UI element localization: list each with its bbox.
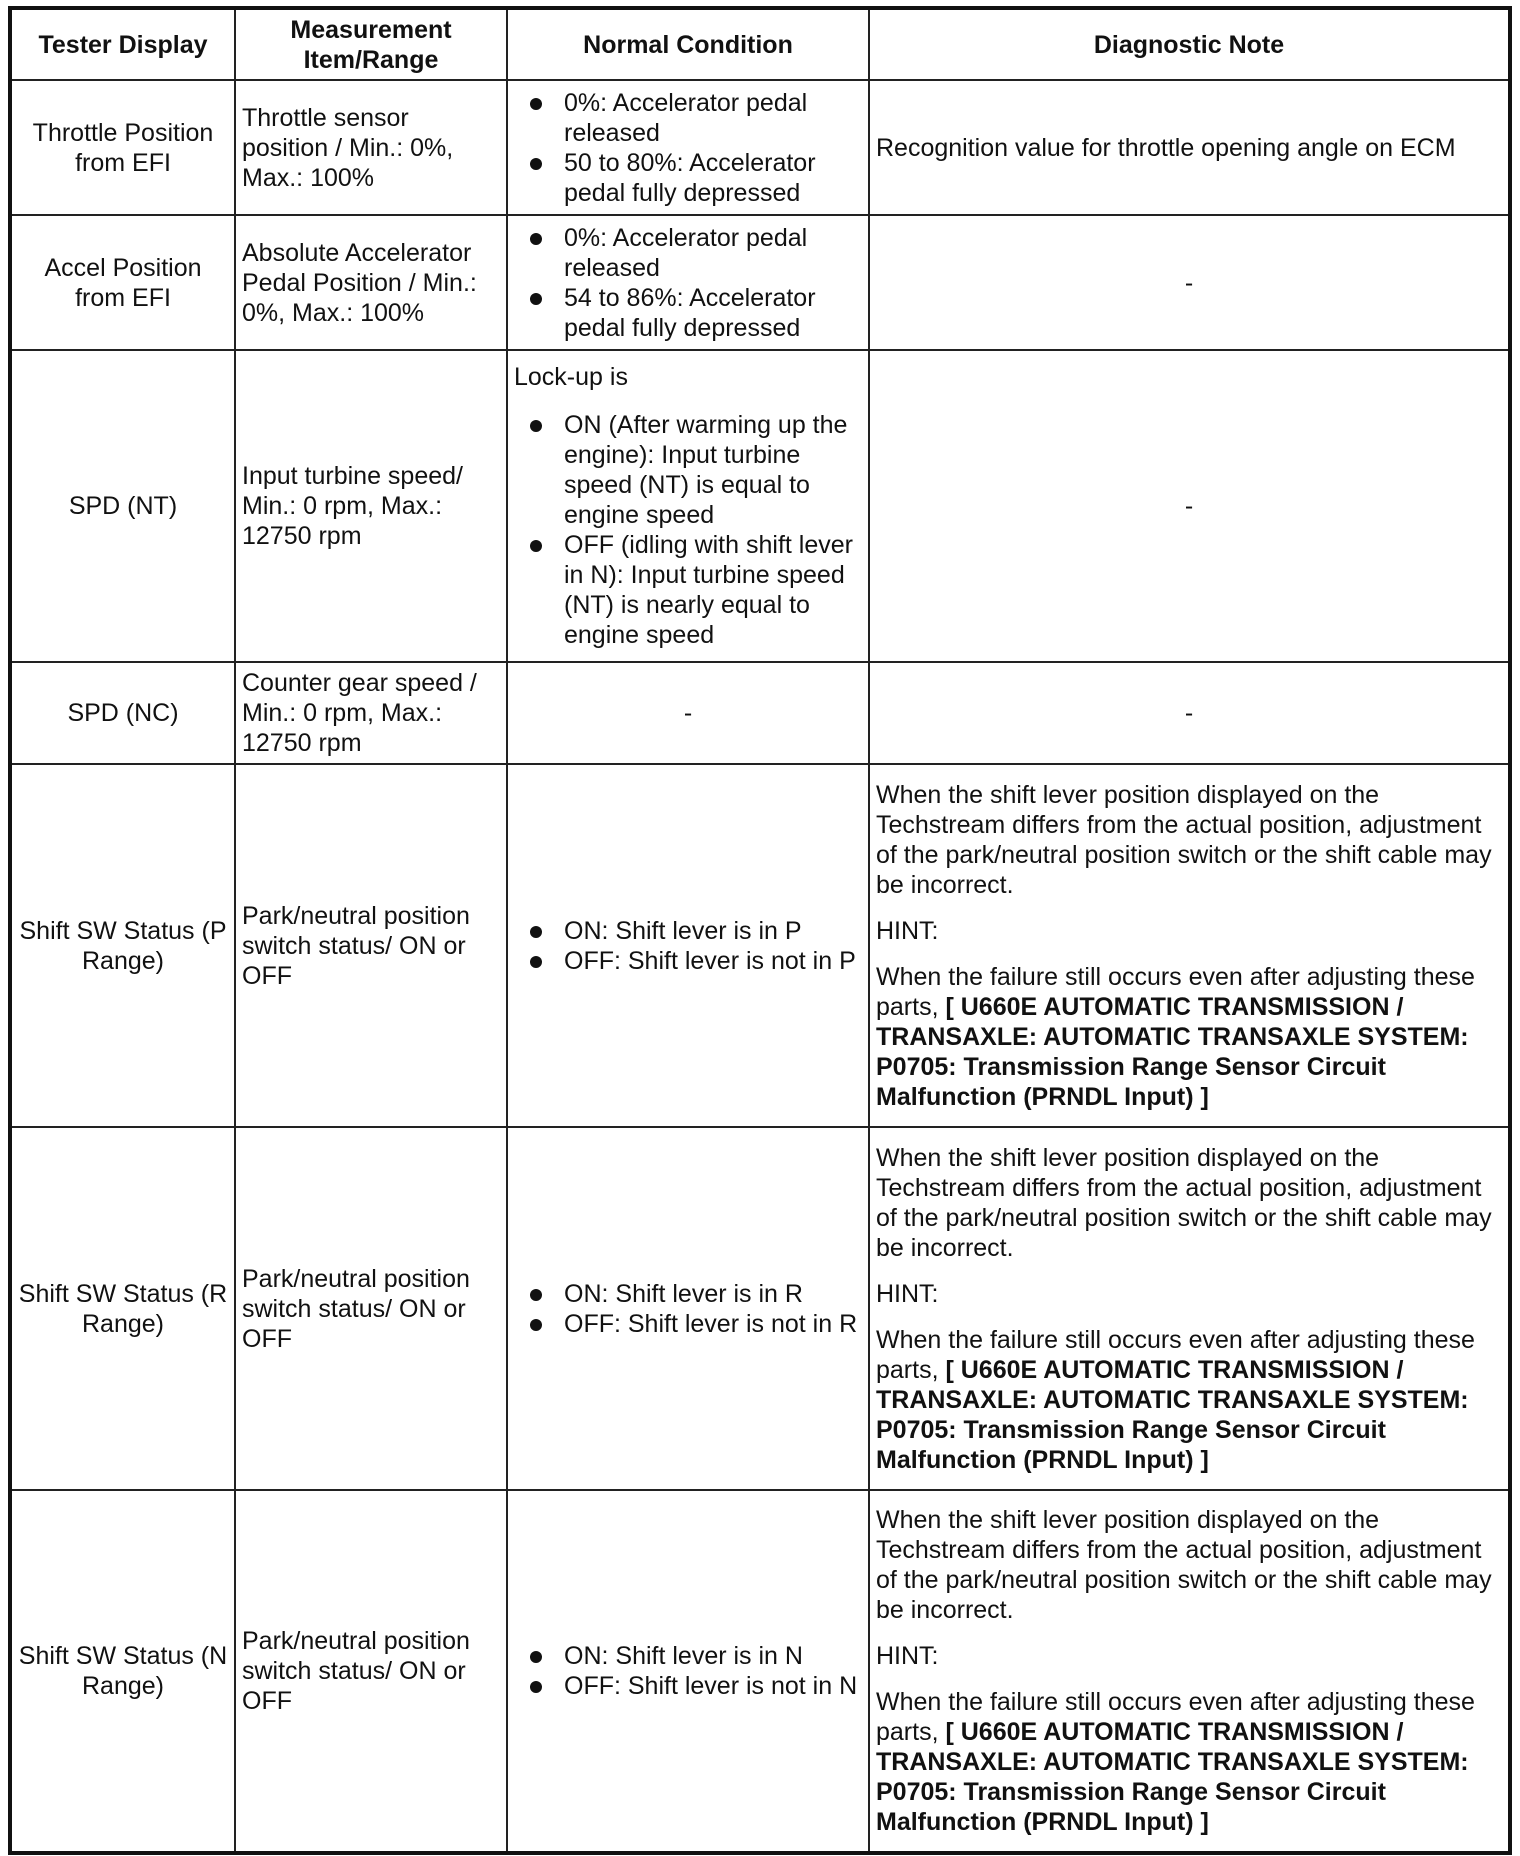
- repair-link[interactable]: [ U660E AUTOMATIC TRANSMISSION / TRANSAXLE: AUTOMATIC TRANSAXLE SYSTEM: P0705: Transmission Range Sensor Circuit Malfunction (PRNDL Input) ]: [876, 1355, 1469, 1474]
- table-row: [10, 350, 1510, 662]
- note-after-text: When the failure still occurs even after adjusting these parts,: [876, 962, 1475, 1021]
- normal-condition-item: OFF: Shift lever is not in P: [514, 946, 862, 976]
- header-tester-display: Tester Display: [10, 8, 235, 80]
- diagnostic-note-cell: [869, 1490, 1510, 1853]
- measurement-cell: Throttle sensor position / Min.: 0%, Max.: 100%: [235, 80, 507, 215]
- measurement-cell: Counter gear speed / Min.: 0 rpm, Max.: 12750 rpm: [235, 662, 507, 764]
- normal-condition-item: 54 to 86%: Accelerator pedal fully depressed: [514, 283, 862, 343]
- measurement-cell: Input turbine speed/ Min.: 0 rpm, Max.: 12750 rpm: [235, 350, 507, 662]
- normal-condition-cell: [507, 1490, 869, 1853]
- normal-condition-cell: [507, 350, 869, 662]
- header-normal-condition: Normal Condition: [507, 8, 869, 80]
- tester-display-cell: Throttle Position from EFI: [10, 80, 235, 215]
- normal-condition-list: [514, 410, 862, 650]
- diagnostic-note-cell: [869, 1127, 1510, 1490]
- measurement-cell: Park/neutral position switch status/ ON or OFF: [235, 1490, 507, 1853]
- normal-condition-item: ON (After warming up the engine): Input turbine speed (NT) is equal to engine speed: [514, 410, 862, 530]
- diagnostic-note-cell: -: [869, 350, 1510, 662]
- normal-condition-lead: Lock-up is: [514, 363, 628, 391]
- note-hint: HINT:: [876, 916, 939, 945]
- note-text: When the shift lever position displayed on the Techstream differs from the actual position, adjustment of the park/neutral position switch or the shift cable may be incorrect.: [876, 780, 1492, 899]
- normal-condition-cell: [507, 215, 869, 350]
- tester-display-cell: Shift SW Status (R Range): [10, 1127, 235, 1490]
- normal-condition-list: [514, 223, 862, 343]
- tester-display-cell: SPD (NC): [10, 662, 235, 764]
- normal-condition-item: OFF: Shift lever is not in N: [514, 1671, 862, 1701]
- normal-condition-cell: [507, 80, 869, 215]
- data-list-table: [8, 6, 1512, 1855]
- note-hint: HINT:: [876, 1642, 939, 1670]
- measurement-cell: Park/neutral position switch status/ ON or OFF: [235, 1127, 507, 1490]
- normal-condition-item: 50 to 80%: Accelerator pedal fully depressed: [514, 148, 862, 208]
- table-row: [10, 1127, 1510, 1490]
- normal-condition-list: [514, 1641, 862, 1701]
- normal-condition-item: 0%: Accelerator pedal released: [514, 88, 862, 148]
- normal-condition-item: ON: Shift lever is in N: [514, 1641, 862, 1671]
- note-text: When the shift lever position displayed on the Techstream differs from the actual position, adjustment of the park/neutral position switch or the shift cable may be incorrect.: [876, 1143, 1492, 1262]
- header-row: [10, 8, 1510, 80]
- tester-display-cell: Shift SW Status (N Range): [10, 1490, 235, 1853]
- note-after-text: When the failure still occurs even after adjusting these parts,: [876, 1325, 1475, 1384]
- normal-condition-list: [514, 1279, 862, 1339]
- tester-display-cell: Accel Position from EFI: [10, 215, 235, 350]
- normal-condition-list: [514, 88, 862, 208]
- diagnostic-note-cell: -: [869, 215, 1510, 350]
- repair-link[interactable]: [ U660E AUTOMATIC TRANSMISSION / TRANSAXLE: AUTOMATIC TRANSAXLE SYSTEM: P0705: Transmission Range Sensor Circuit Malfunction (PRNDL Input) ]: [876, 1718, 1469, 1836]
- normal-condition-list: [514, 916, 862, 976]
- note-after: [876, 962, 1502, 1112]
- normal-condition-cell: [507, 1127, 869, 1490]
- note-after: [876, 1325, 1502, 1475]
- normal-condition-item: OFF (idling with shift lever in N): Input turbine speed (NT) is nearly equal to engine speed: [514, 530, 862, 650]
- header-diagnostic-note: Diagnostic Note: [869, 8, 1510, 80]
- tester-display-cell: Shift SW Status (P Range): [10, 764, 235, 1127]
- measurement-cell: Park/neutral position switch status/ ON or OFF: [235, 764, 507, 1127]
- note-after: [876, 1687, 1502, 1837]
- table-row: [10, 662, 1510, 764]
- tester-display-cell: SPD (NT): [10, 350, 235, 662]
- normal-condition-cell: [507, 764, 869, 1127]
- note-hint: HINT:: [876, 1279, 939, 1308]
- note-text: When the shift lever position displayed on the Techstream differs from the actual position, adjustment of the park/neutral position switch or the shift cable may be incorrect.: [876, 1506, 1492, 1624]
- normal-condition-cell: -: [507, 662, 869, 764]
- table-row: [10, 215, 1510, 350]
- normal-condition-item: 0%: Accelerator pedal released: [514, 223, 862, 283]
- normal-condition-item: ON: Shift lever is in R: [514, 1279, 862, 1309]
- table-row: [10, 80, 1510, 215]
- note-after-text: When the failure still occurs even after adjusting these parts,: [876, 1688, 1475, 1746]
- measurement-cell: Absolute Accelerator Pedal Position / Min.: 0%, Max.: 100%: [235, 215, 507, 350]
- normal-condition-item: ON: Shift lever is in P: [514, 916, 862, 946]
- table-row: [10, 1490, 1510, 1853]
- normal-condition-item: OFF: Shift lever is not in R: [514, 1309, 862, 1339]
- header-measurement: Measurement Item/Range: [235, 8, 507, 80]
- repair-link[interactable]: [ U660E AUTOMATIC TRANSMISSION / TRANSAXLE: AUTOMATIC TRANSAXLE SYSTEM: P0705: Transmission Range Sensor Circuit Malfunction (PRNDL Input) ]: [876, 992, 1469, 1111]
- diagnostic-note-cell: -: [869, 662, 1510, 764]
- diagnostic-note-cell: [869, 764, 1510, 1127]
- diagnostic-note-cell: Recognition value for throttle opening angle on ECM: [869, 80, 1510, 215]
- table-row: [10, 764, 1510, 1127]
